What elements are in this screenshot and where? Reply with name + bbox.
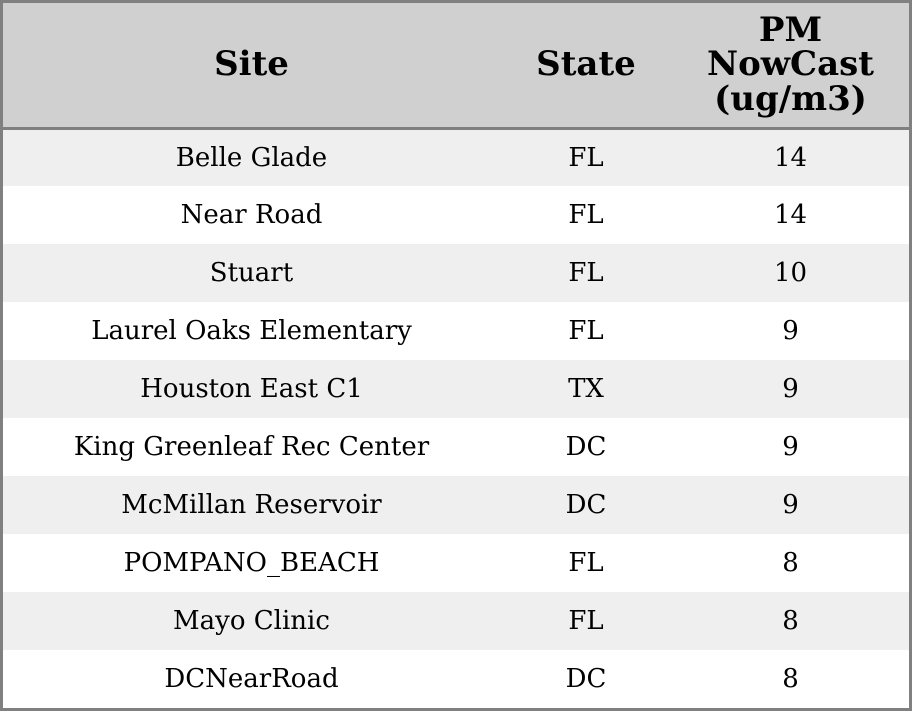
site-cell: Belle Glade bbox=[175, 142, 328, 173]
table-body bbox=[3, 128, 909, 708]
column-header-pm-line-3: (ug/m3) bbox=[714, 79, 867, 120]
table-row bbox=[3, 592, 909, 650]
state-cell: FL bbox=[568, 200, 604, 230]
pm-value-cell: 8 bbox=[782, 664, 799, 694]
table-row bbox=[3, 302, 909, 360]
state-cell: FL bbox=[568, 258, 604, 288]
site-cell: DCNearRoad bbox=[164, 664, 339, 694]
site-cell: Laurel Oaks Elementary bbox=[91, 316, 412, 346]
table-row bbox=[3, 186, 909, 244]
table-row bbox=[3, 128, 909, 186]
table-row bbox=[3, 418, 909, 476]
pm-value-cell: 9 bbox=[782, 432, 799, 462]
site-cell: Stuart bbox=[209, 258, 294, 288]
site-cell: King Greenleaf Rec Center bbox=[73, 432, 430, 462]
column-header-pm-nowcast bbox=[672, 3, 909, 128]
table-header-row bbox=[3, 3, 909, 128]
table-row bbox=[3, 476, 909, 534]
table-row bbox=[3, 534, 909, 592]
pm-value-cell: 9 bbox=[782, 490, 799, 520]
state-cell: FL bbox=[568, 548, 604, 578]
column-header-pm-line-1: PM bbox=[758, 9, 823, 50]
site-cell: POMPANO_BEACH bbox=[123, 548, 380, 578]
pm-value-cell: 14 bbox=[773, 200, 808, 230]
state-cell: FL bbox=[568, 606, 604, 636]
state-cell: DC bbox=[565, 490, 607, 520]
pm-value-cell: 8 bbox=[782, 548, 799, 578]
pm-nowcast-table bbox=[3, 3, 909, 708]
pm-value-cell: 8 bbox=[782, 606, 799, 636]
state-cell: FL bbox=[568, 316, 604, 346]
column-header-state-text: State bbox=[536, 44, 636, 85]
site-cell: Mayo Clinic bbox=[173, 606, 330, 636]
pm-value-cell: 14 bbox=[773, 142, 808, 173]
state-cell: DC bbox=[565, 432, 607, 462]
table-row bbox=[3, 244, 909, 302]
state-cell: DC bbox=[565, 664, 607, 694]
state-cell: FL bbox=[568, 142, 604, 173]
column-header-state bbox=[500, 3, 672, 128]
site-cell: Houston East C1 bbox=[140, 374, 363, 404]
pm-value-cell: 9 bbox=[782, 316, 799, 346]
column-header-site-text: Site bbox=[214, 44, 289, 85]
column-header-pm-line-2: NowCast bbox=[707, 44, 874, 85]
pm-value-cell: 10 bbox=[773, 258, 808, 288]
site-cell: Near Road bbox=[180, 200, 323, 230]
state-cell: TX bbox=[568, 374, 604, 404]
site-cell: McMillan Reservoir bbox=[121, 490, 382, 520]
table-row bbox=[3, 650, 909, 708]
column-header-site bbox=[3, 3, 500, 128]
pm-value-cell: 9 bbox=[782, 374, 799, 404]
table-row bbox=[3, 360, 909, 418]
